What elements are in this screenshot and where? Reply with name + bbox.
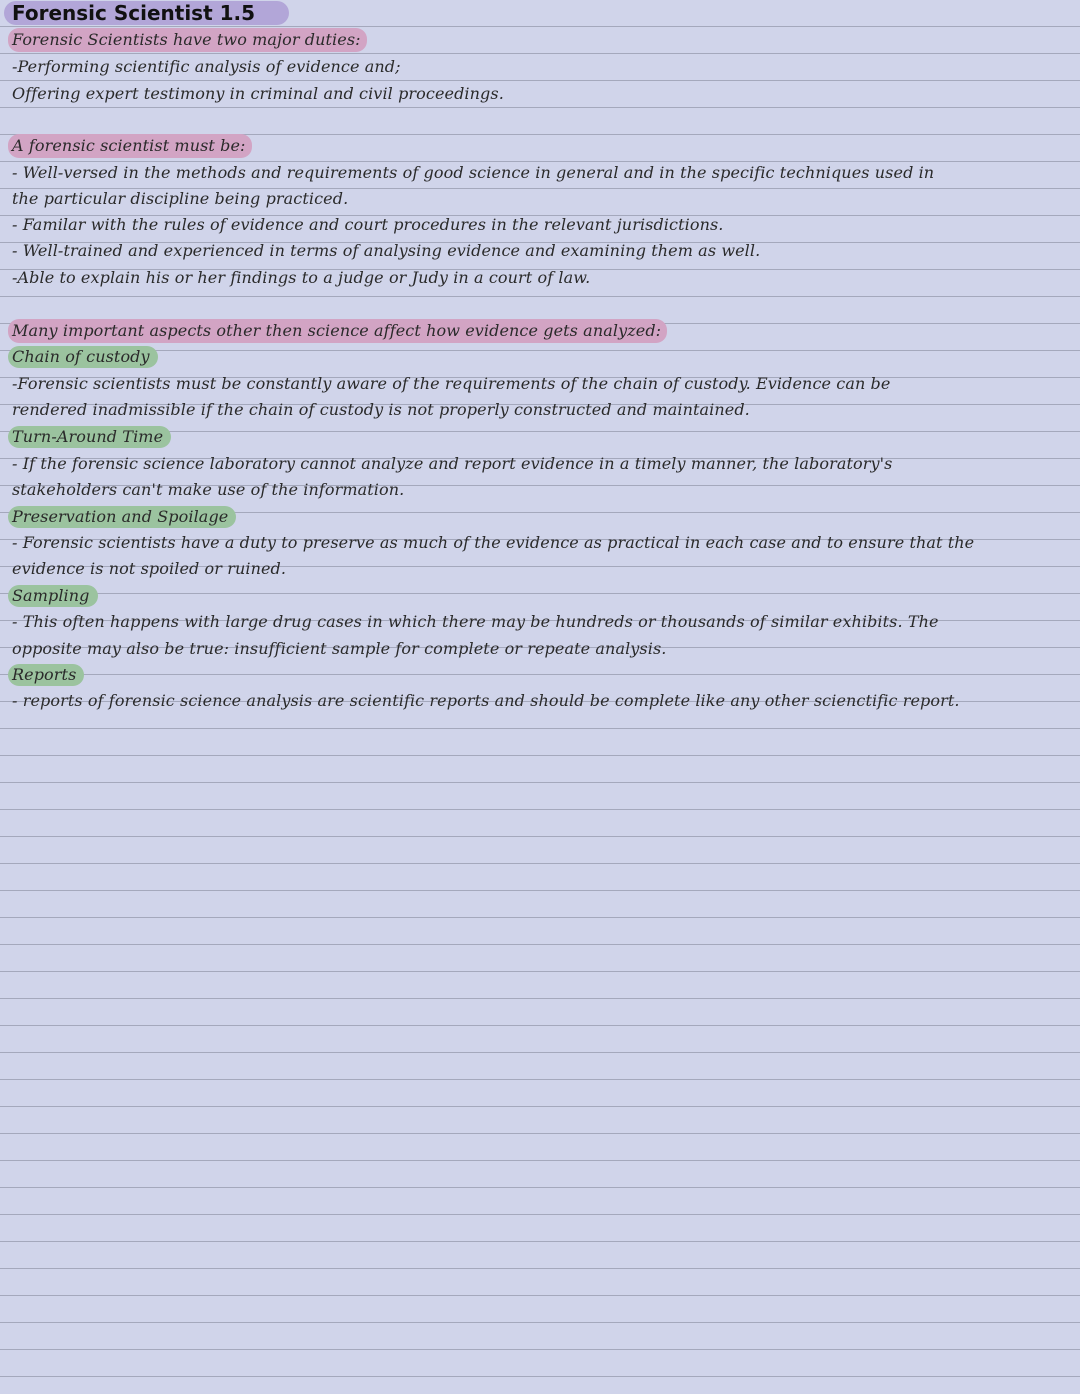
aspects-heading: Many important aspects other then science affect how evidence gets analyzed: — [8, 319, 667, 343]
section-line: - If the forensic science laboratory cannot analyze and report evidence in a timely manner, the laboratory's — [12, 454, 893, 473]
must-be-line: - Well-trained and experienced in terms of analysing evidence and examining them as well. — [12, 241, 761, 260]
section-line: - reports of forensic science analysis are scientific reports and should be complete like any other scienctific report. — [12, 691, 960, 710]
aspects-heading-line — [12, 318, 667, 344]
duties-heading: Forensic Scientists have two major duties: — [8, 28, 367, 52]
duties-heading-line — [12, 27, 367, 53]
must-be-line: -Able to explain his or her findings to a judge or Judy in a court of law. — [12, 268, 591, 287]
section-line: stakeholders can't make use of the information. — [12, 480, 405, 499]
page-title: Forensic Scientist 1.5 — [4, 1, 289, 25]
section-line: rendered inadmissible if the chain of custody is not properly constructed and maintained. — [12, 400, 750, 419]
section-line: opposite may also be true: insufficient sample for complete or repeate analysis. — [12, 639, 667, 658]
turn-around-label-line — [12, 424, 171, 450]
section-line: evidence is not spoiled or ruined. — [12, 559, 287, 578]
section-label: Turn-Around Time — [8, 426, 171, 448]
must-be-heading-line — [12, 133, 252, 159]
sampling-label-line — [12, 583, 98, 609]
section-label: Chain of custody — [8, 346, 158, 368]
chain-of-custody-label-line — [12, 344, 158, 370]
preservation-label-line — [12, 504, 236, 530]
must-be-line: the particular discipline being practiced. — [12, 189, 349, 208]
section-label: Reports — [8, 664, 84, 686]
duty-item: Offering expert testimony in criminal and civil proceedings. — [12, 84, 504, 103]
must-be-line: - Familar with the rules of evidence and court procedures in the relevant jurisdictions. — [12, 215, 724, 234]
section-label: Preservation and Spoilage — [8, 506, 236, 528]
section-line: - This often happens with large drug cases in which there may be hundreds or thousands of similar exhibits. The — [12, 612, 939, 631]
must-be-heading: A forensic scientist must be: — [8, 134, 252, 158]
duty-item: -Performing scientific analysis of evidence and; — [12, 57, 401, 76]
section-label: Sampling — [8, 585, 98, 607]
section-line: - Forensic scientists have a duty to preserve as much of the evidence as practical in each case and to ensure that the — [12, 533, 975, 552]
must-be-line: - Well-versed in the methods and requirements of good science in general and in the specific techniques used in — [12, 163, 935, 182]
section-line: -Forensic scientists must be constantly aware of the requirements of the chain of custody. Evidence can be — [12, 374, 891, 393]
reports-label-line — [12, 662, 84, 688]
